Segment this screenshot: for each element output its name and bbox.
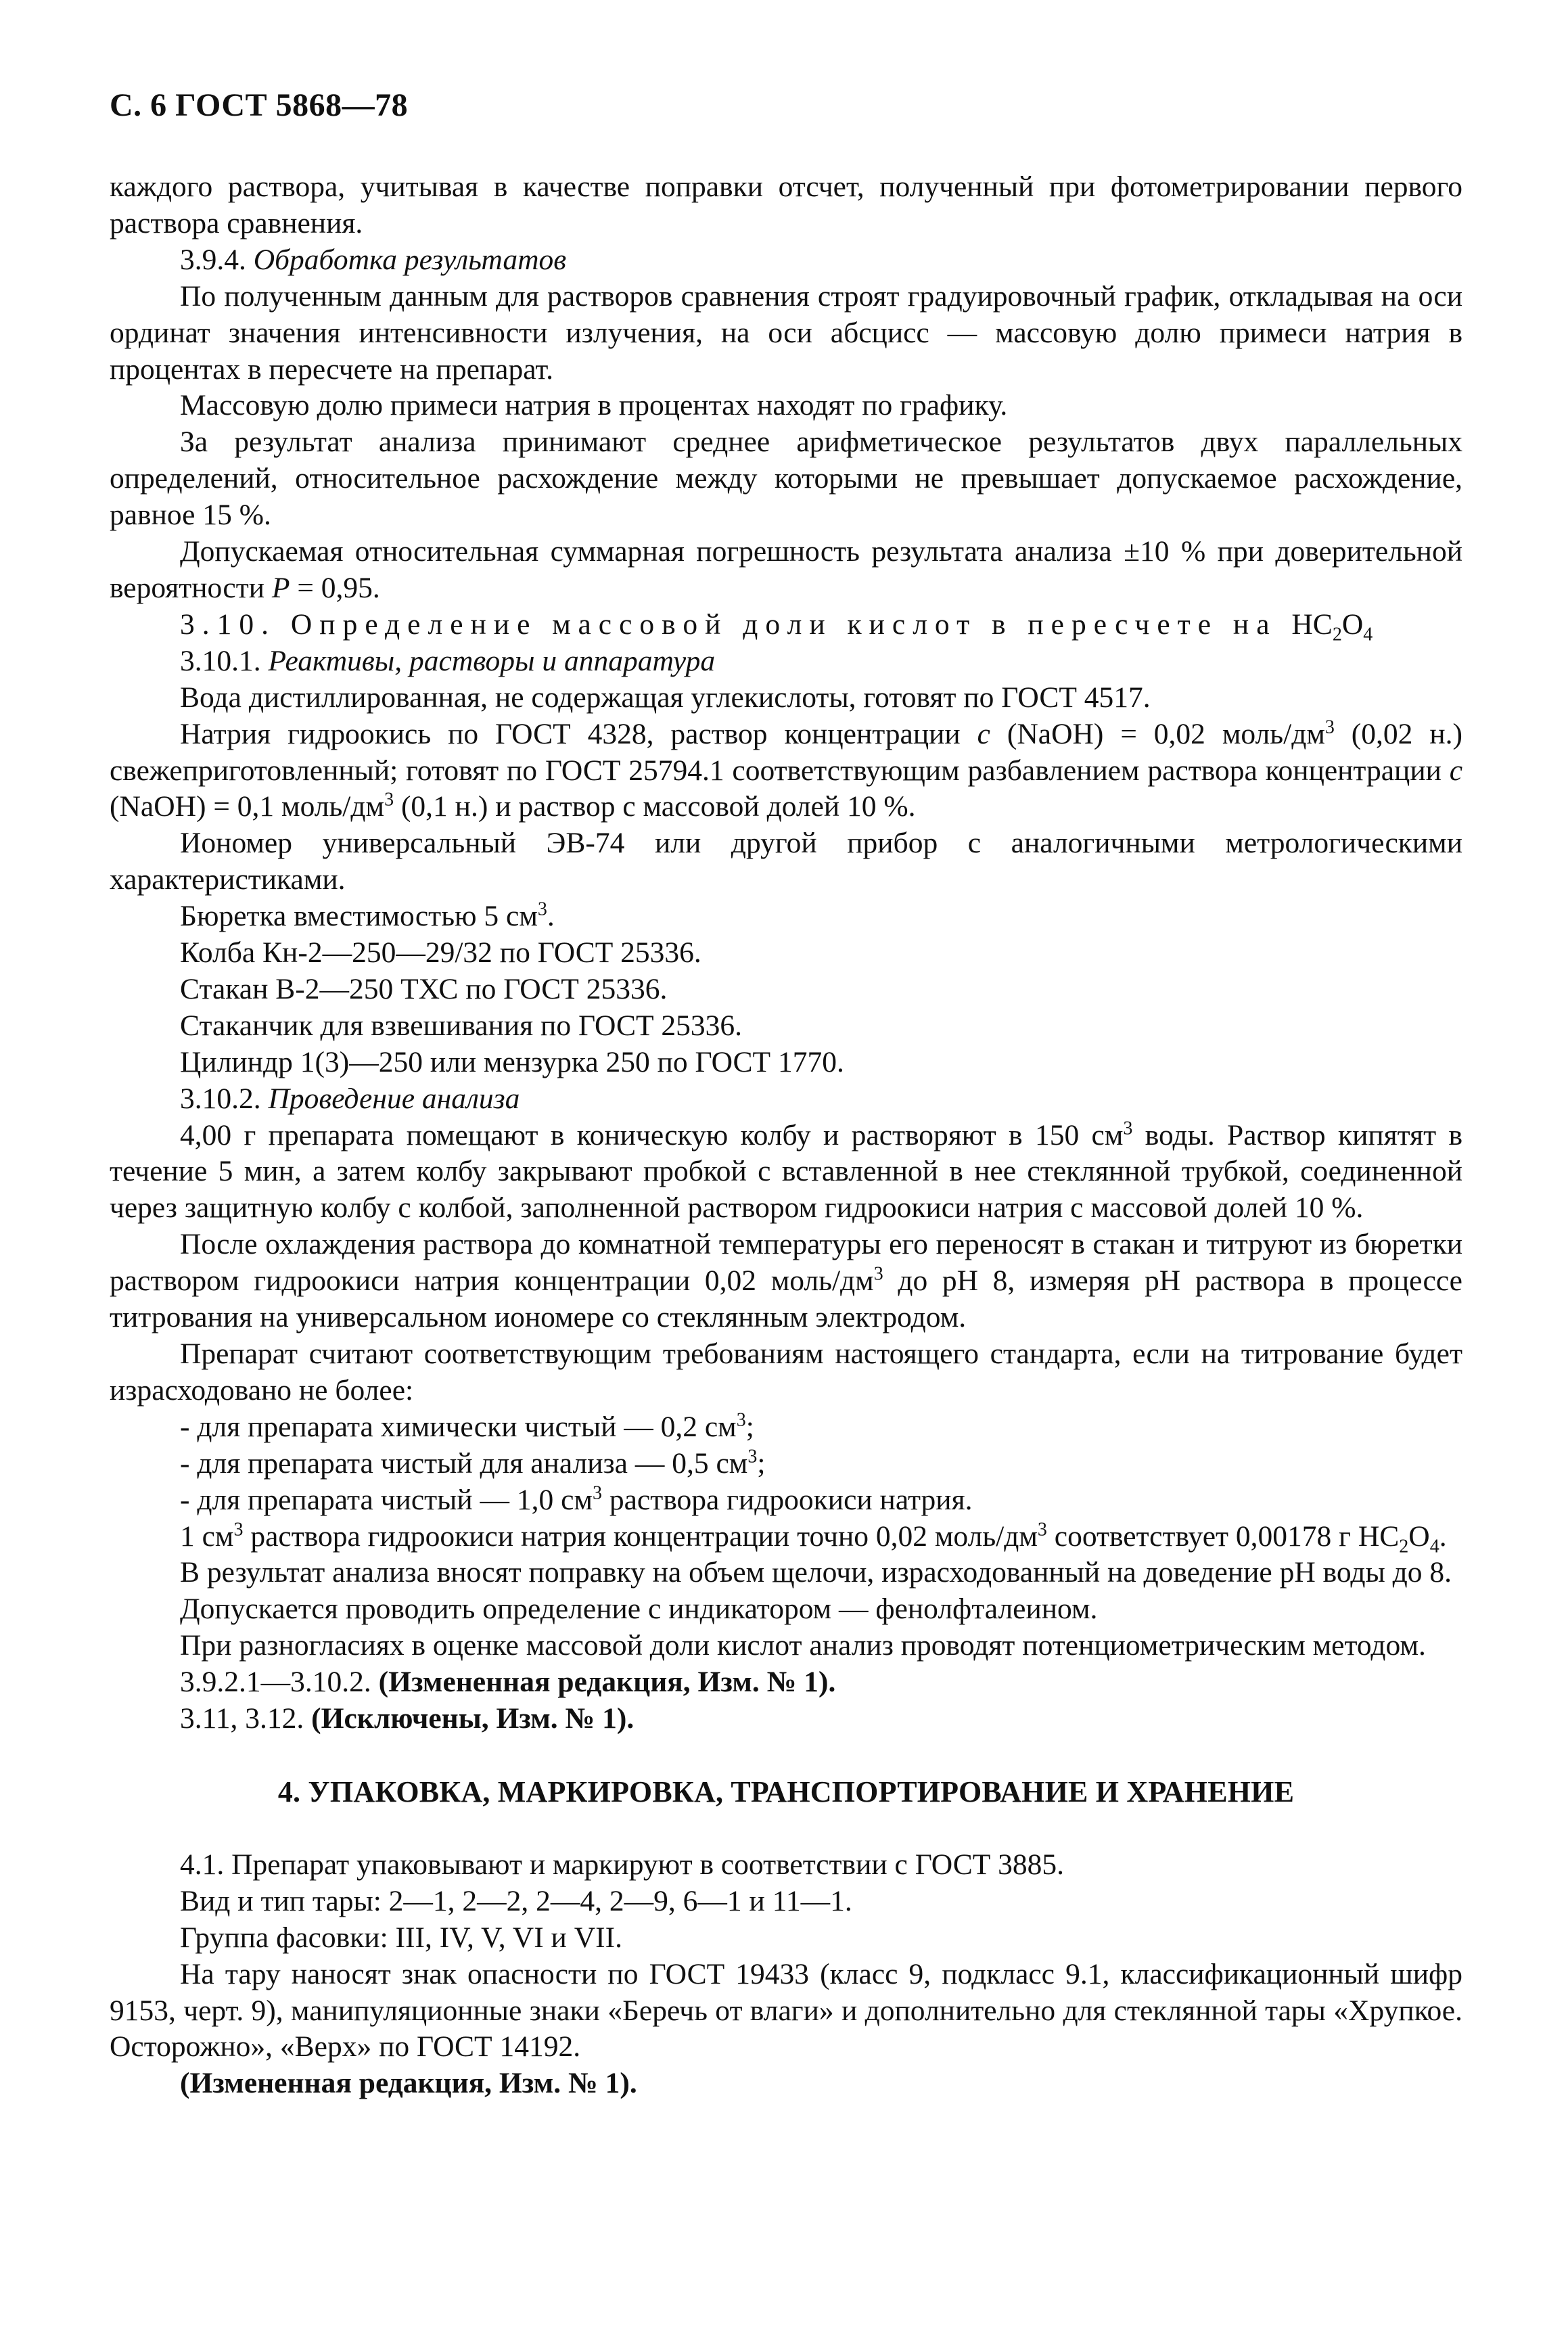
paragraph: За результат анализа принимают среднее арифметическое результатов двух параллельных определений, относительное расхождение между которыми не превышает допускаемое расхождение, равное 15 %. [110, 426, 1462, 532]
superscript: 3 [1037, 1519, 1047, 1540]
text-run: - для препарата химически чистый — 0,2 см [180, 1410, 737, 1443]
text-run: Бюретка вместимостью 5 см [180, 900, 538, 933]
amendment-label: (Измененная редакция, Изм. № 1). [378, 1666, 836, 1699]
text-run: После охлаждения раствора до комнатной температуры его переносят в стакан и титруют из бюретки раствором гидроокиси натрия концентрации 0,02 моль/дм [110, 1228, 1462, 1298]
text-run: 3.11, 3.12. [180, 1702, 312, 1735]
paragraph: По полученным данным для растворов сравнения строят градуировочный график, откладывая на оси ординат значения интенсивности излучения, на оси абсцисс — массовую долю примеси натрия в процентах в пересчете на препарат. [110, 279, 1462, 386]
amendment-note: (Измененная редакция, Изм. № 1). [180, 2067, 637, 2100]
paragraph: При разногласиях в оценке массовой доли кислот анализ проводят потенциометрическим методом. [180, 1629, 1426, 1662]
paragraph [110, 1227, 1462, 1336]
paragraph: каждого раствора, учитывая в качестве поправки отсчет, полученный при фотометрировании первого раствора сравнения. [110, 170, 1462, 239]
text-run: до рН 8, измеряя рН раствора в процессе титрования на универсальном иономере со стеклянным электродом. [110, 1264, 1462, 1334]
subscript: 4 [1363, 624, 1373, 645]
text-run: = 0,95. [290, 571, 380, 604]
amendment-label: (Исключены, Изм. № 1). [311, 1702, 635, 1735]
subscript: 2 [1332, 624, 1342, 645]
text-run: (0,02 н.) свежеприготовленный; готовят по ГОСТ 25794.1 соответствующим разбавлением раствора концентрации [110, 717, 1462, 787]
paragraph: Вода дистиллированная, не содержащая углекислоты, готовят по ГОСТ 4517. [180, 681, 1151, 714]
paragraph [110, 716, 1462, 826]
text-run: (0,1 н.) и раствор с массовой долей 10 %. [394, 790, 916, 823]
text-run: 3.10. Определение массовой доли кислот в пересчете на [180, 608, 1292, 641]
text-run: . [547, 900, 555, 933]
subsection-number: 3.9.4. [180, 243, 246, 276]
paragraph: Препарат считают соответствующим требованиям настоящего стандарта, если на титрование будет израсходовано не более: [110, 1338, 1462, 1407]
paragraph: На тару наносят знак опасности по ГОСТ 19433 (класс 9, подкласс 9.1, классификационный шифр 9153, черт. 9), манипуляционные знаки «Беречь от влаги» и дополнительно для стеклянной тары «Хрупкое. Осторожно», «Верх» по ГОСТ 14192. [110, 1957, 1462, 2063]
text-run: 3.9.2.1—3.10.2. [180, 1666, 379, 1699]
paragraph: Стакан В-2—250 ТХС по ГОСТ 25336. [180, 972, 668, 1005]
formula-part: О [1341, 608, 1364, 641]
section-heading-3-10 [110, 607, 1462, 643]
symbol-c: c [977, 717, 990, 750]
paragraph: Вид и тип тары: 2—1, 2—2, 2—4, 2—9, 6—1 и 11—1. [180, 1884, 852, 1917]
text-run: - для препарата чистый для анализа — 0,5 см [180, 1446, 748, 1480]
paragraph [110, 1519, 1462, 1555]
subscript: 2 [1399, 1536, 1409, 1557]
paragraph [110, 1118, 1462, 1227]
superscript: 3 [592, 1482, 602, 1504]
amendment-note [110, 1701, 1462, 1737]
subsection-number: 3.10.1. [180, 644, 261, 677]
paragraph [110, 534, 1462, 607]
symbol-p: P [271, 571, 290, 604]
paragraph [110, 898, 1462, 935]
subsection-heading [110, 1081, 1462, 1118]
text-run: О [1408, 1520, 1430, 1553]
text-run: Допускаемая относительная суммарная погрешность результата анализа ±10 % при доверительной вероятности [110, 535, 1462, 604]
page-header: С. 6 ГОСТ 5868—78 [110, 87, 409, 123]
superscript: 3 [736, 1409, 746, 1431]
superscript: 3 [1324, 716, 1335, 738]
text-run: Натрия гидроокись по ГОСТ 4328, раствор концентрации [180, 717, 977, 750]
list-item [110, 1446, 1462, 1482]
text-run: раствора гидроокиси натрия концентрации точно 0,02 моль/дм [243, 1520, 1038, 1553]
amendment-note [110, 1664, 1462, 1701]
text-run: соответствует 0,00178 г НС [1046, 1520, 1400, 1553]
subsection-title: Обработка результатов [253, 243, 567, 276]
paragraph: В результат анализа вносят поправку на объем щелочи, израсходованный на доведение рН воды до 8. [180, 1556, 1452, 1589]
list-item [110, 1482, 1462, 1519]
superscript: 3 [747, 1446, 758, 1467]
text-run: ; [757, 1446, 766, 1480]
symbol-c: c [1449, 754, 1462, 787]
section-title-4: 4. УПАКОВКА, МАРКИРОВКА, ТРАНСПОРТИРОВАНИЕ И ХРАНЕНИЕ [277, 1775, 1295, 1808]
text-run: (NaOH) = 0,1 моль/дм [110, 790, 385, 823]
subsection-title: Реактивы, растворы и аппаратура [268, 644, 716, 677]
paragraph: Цилиндр 1(3)—250 или мензурка 250 по ГОСТ 1770. [180, 1045, 844, 1078]
subsection-number: 3.10.2. [180, 1082, 261, 1115]
formula-part: НС [1291, 608, 1333, 641]
text-run: (NaOH) = 0,02 моль/дм [990, 717, 1325, 750]
paragraph: Массовую долю примеси натрия в процентах находят по графику. [180, 389, 1008, 422]
subsection-heading [110, 242, 1462, 279]
paragraph: 4.1. Препарат упаковывают и маркируют в соответствии с ГОСТ 3885. [180, 1848, 1065, 1881]
paragraph: Иономер универсальный ЭВ-74 или другой прибор с аналогичными метрологическими характеристиками. [110, 827, 1462, 896]
list-item [110, 1409, 1462, 1446]
document-body [110, 169, 1462, 2102]
text-run: воды. Раствор кипятят в течение 5 мин, а затем колбу закрывают пробкой с вставленной в нее стеклянной трубкой, соединенной через защитную колбу с колбой, заполненной раствором гидроокиси натрия с массовой долей 10 %. [110, 1118, 1462, 1225]
paragraph: Колба Кн-2—250—29/32 по ГОСТ 25336. [180, 936, 701, 969]
paragraph: Стаканчик для взвешивания по ГОСТ 25336. [180, 1009, 743, 1042]
text-run: ; [745, 1410, 754, 1443]
paragraph: Допускается проводить определение с индикатором — фенолфталеином. [180, 1593, 1098, 1626]
superscript: 3 [1123, 1118, 1133, 1139]
formula [1291, 608, 1373, 645]
text-run: . [1439, 1520, 1447, 1553]
text-run: раствора гидроокиси натрия. [601, 1483, 973, 1516]
superscript: 3 [233, 1519, 244, 1540]
text-run: - для препарата чистый — 1,0 см [180, 1483, 593, 1516]
text-run: 4,00 г препарата помещают в коническую колбу и растворяют в 150 см [180, 1118, 1124, 1151]
superscript: 3 [384, 789, 394, 811]
subscript: 4 [1429, 1536, 1439, 1557]
text-run: 1 см [180, 1520, 234, 1553]
paragraph: Группа фасовки: III, IV, V, VI и VII. [180, 1921, 622, 1954]
superscript: 3 [873, 1263, 883, 1285]
subsection-title: Проведение анализа [268, 1082, 520, 1115]
subsection-heading [110, 643, 1462, 680]
superscript: 3 [537, 898, 547, 920]
